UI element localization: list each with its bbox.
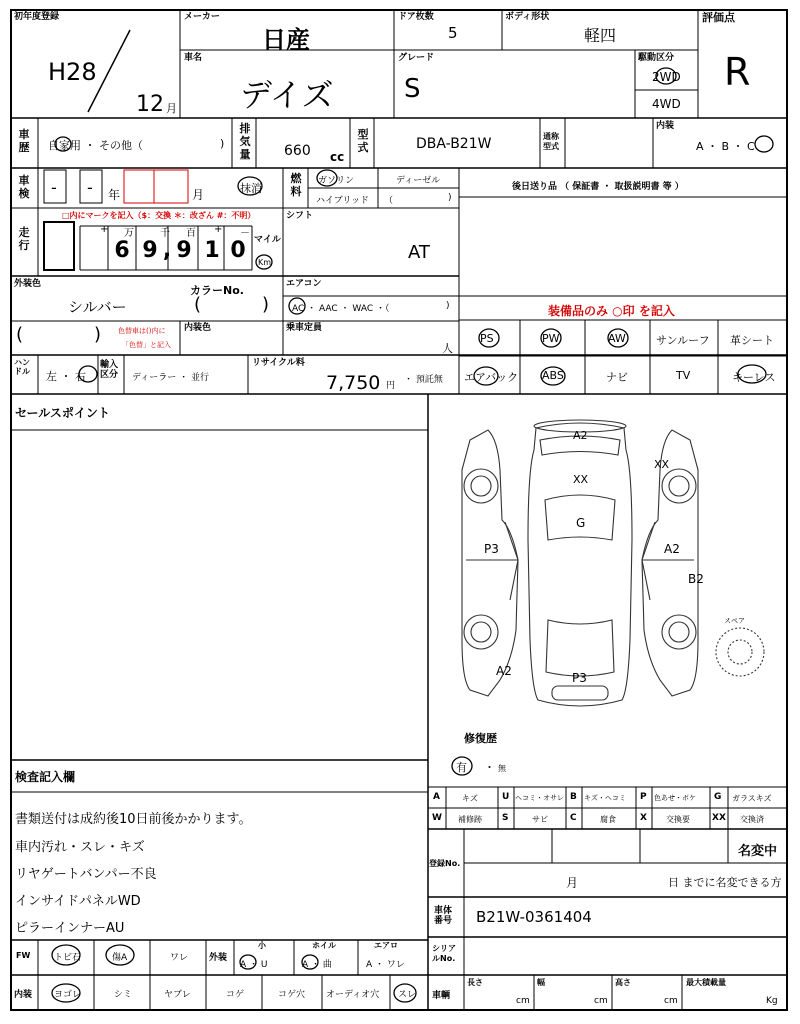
model-value: DBA-B21W: [416, 136, 492, 152]
aero-items: A ・ ワレ: [366, 960, 405, 970]
recycle-fee: 7,750: [326, 372, 381, 394]
int-label: 内装: [14, 990, 33, 1000]
legend-code: S: [502, 813, 509, 823]
load-unit: Kg: [766, 996, 778, 1006]
chassis-label: 車体番号: [434, 906, 453, 926]
fw-item: 傷A: [112, 953, 128, 963]
mileage-mile: マイル: [254, 235, 281, 245]
load-label: 最大積載量: [686, 978, 726, 987]
exterior-color-value: シルバー: [68, 298, 127, 316]
history-label: 車歴: [18, 128, 30, 154]
legend-code: XX: [712, 813, 726, 823]
fuel-diesel: ディーゼル: [396, 176, 441, 186]
inspection-note-line: 車内汚れ・スレ・キズ: [15, 840, 145, 855]
interior-grades: A ・ B ・ C: [696, 140, 755, 153]
legend-desc: キズ・ヘコミ: [584, 794, 626, 802]
import-options: ディーラー ・ 並行: [132, 373, 210, 383]
equipment-item: ナビ: [606, 371, 628, 384]
fuel-hybrid: ハイブリッド: [316, 196, 370, 206]
model-label: 型式: [357, 128, 369, 154]
color-no-label: カラーNo.: [190, 284, 244, 297]
legend-code: B: [570, 792, 577, 802]
capacity-label: 乗車定員: [286, 323, 323, 333]
repaint-note-1: 色替車は()内に: [118, 327, 166, 335]
displacement-value: 660: [284, 143, 311, 159]
registration-day-text: 日 までに名変できる方: [668, 876, 782, 889]
int-item: コゲ: [226, 990, 245, 1000]
small-items: A ・ U: [240, 960, 268, 970]
legend-code: A: [433, 792, 440, 802]
repair-no: 無: [498, 764, 506, 773]
equipment-item: 革シート: [730, 334, 774, 347]
legend-desc: ヘコミ・オサレ: [515, 794, 564, 802]
maker-value: 日産: [262, 26, 310, 54]
mileage-sen: 千: [160, 228, 170, 239]
grade-label: グレード: [398, 53, 435, 63]
recycle-yen: 円: [386, 381, 396, 391]
height-label: 高さ: [615, 978, 631, 987]
fw-item: トビ石: [54, 953, 82, 963]
doors-label: ドア枚数: [398, 12, 434, 22]
body-label: ボディ形状: [505, 12, 550, 22]
common-model-label: 通称型式: [543, 132, 559, 151]
int-item: ヨゴレ: [54, 990, 82, 1000]
small-label: 小: [258, 941, 266, 950]
equipment-item: ABS: [542, 369, 564, 382]
repaint-open: (: [16, 324, 24, 345]
body-value: 軽四: [584, 26, 617, 45]
aero-label: エアロ: [374, 941, 398, 950]
shift-label: シフト: [286, 211, 314, 221]
int-item: シミ: [114, 990, 133, 1000]
int-item: スレ: [398, 990, 417, 1000]
inspection-note-line: 書類送付は成約後10日前後かかります。: [15, 812, 252, 827]
interior-color-label: 内装色: [184, 323, 212, 333]
car-name-label: 車名: [184, 53, 203, 63]
exterior-color-label: 外装色: [14, 279, 42, 289]
drive-label: 駆動区分: [638, 53, 675, 63]
aircon-close: ): [446, 301, 450, 311]
equipment-header: 装備品のみ ○印 を記入: [548, 304, 675, 318]
sales-point-label: セールスポイント: [15, 406, 110, 420]
repair-yes: 有: [456, 761, 467, 774]
fuel-gasoline: ガソリン: [318, 176, 355, 186]
repair-dot: ・: [484, 761, 495, 774]
color-no-close: ): [262, 294, 270, 315]
inspection-dash-1: -: [51, 178, 57, 197]
fuel-other-close: ): [448, 193, 452, 203]
legend-desc: キズ: [462, 794, 478, 803]
shift-value: AT: [408, 242, 430, 263]
legend-desc: 腐食: [600, 815, 616, 824]
history-text: 自家用 ・ その他（: [48, 139, 143, 152]
equipment-item: TV: [676, 369, 691, 382]
first-reg-month: 12: [136, 92, 164, 117]
mileage-km: Km: [258, 258, 272, 267]
month-unit: 月: [166, 102, 177, 115]
equipment-item: PW: [542, 332, 560, 345]
int-item: ヤブレ: [164, 990, 191, 1000]
inspection-note-line: リヤゲートバンパー不良: [15, 867, 157, 882]
inspection-note-line: インサイドパネルWD: [15, 894, 141, 909]
int-item: コゲ穴: [278, 990, 306, 1000]
repaint-close: ): [94, 324, 102, 345]
car-name-value: デイズ: [240, 76, 334, 114]
mileage-digit: 6: [114, 238, 130, 263]
aircon-label: エアコン: [286, 279, 322, 289]
capacity-unit: 人: [442, 342, 453, 355]
mileage-note: □内にマークを記入（$：交換 ＊：改ざん #：不明）: [62, 211, 256, 220]
interior-label: 内装: [656, 121, 675, 131]
legend-desc: 交換済: [740, 815, 764, 824]
ext-label: 外装: [209, 953, 228, 963]
fuel-other-open: （: [384, 196, 394, 206]
length-unit: cm: [516, 996, 530, 1006]
repair-label: 修復歴: [464, 732, 497, 745]
inspection-label: 車検: [18, 174, 30, 200]
legend-desc: ガラスキズ: [732, 794, 772, 803]
legend-desc: サビ: [532, 815, 548, 824]
damage-mark: P3: [484, 542, 499, 556]
damage-mark: A2: [573, 429, 588, 442]
dimensions-label: 車輌: [432, 991, 451, 1001]
legend-code: U: [502, 792, 510, 802]
legend-desc: 交換要: [666, 815, 690, 824]
equipment-item: エアバック: [464, 371, 519, 384]
handle-label: ハンドル: [14, 358, 30, 376]
mileage-digit: 9: [176, 238, 192, 263]
damage-mark: A2: [496, 664, 512, 678]
wheel-items: A ・ 曲: [302, 960, 332, 970]
mileage-label: 走行: [18, 226, 30, 252]
damage-mark: XX: [573, 473, 589, 486]
grade-value: S: [404, 74, 421, 104]
inspection-notes-label: 検査記入欄: [15, 770, 76, 784]
length-label: 長さ: [467, 978, 483, 987]
width-unit: cm: [594, 996, 608, 1006]
mileage-hyaku: 百: [186, 228, 196, 239]
legend-code: G: [714, 792, 722, 802]
spare-label: スペア: [724, 617, 745, 625]
mileage-digit: 0: [230, 238, 246, 263]
aircon-options: AC ・ AAC ・ WAC ・（: [292, 304, 390, 314]
mileage-man: 万: [124, 228, 134, 239]
drive-4wd: 4WD: [652, 97, 681, 111]
later-items-label: 後日送り品 （ 保証書 ・ 取扱説明書 等 ）: [512, 182, 684, 192]
color-no-open: (: [194, 294, 202, 315]
equipment-item: キーレス: [732, 371, 776, 384]
recycle-label: リサイクル料: [252, 358, 305, 368]
history-close: ): [220, 137, 225, 150]
import-label: 輸入区分: [100, 360, 119, 380]
damage-mark: XX: [654, 458, 670, 471]
displacement-label: 排気量: [239, 122, 251, 161]
mileage-minus: －: [240, 228, 250, 239]
repaint-note-2: 「色替」と記入: [122, 341, 171, 349]
mileage-digit: 9: [142, 238, 158, 263]
registration-no-label: 登録No.: [429, 859, 461, 868]
drive-2wd: 2WD: [652, 70, 681, 84]
damage-mark: A2: [664, 542, 680, 556]
maker-label: メーカー: [184, 12, 220, 22]
first-reg-label: 初年度登録: [14, 12, 60, 22]
mileage-plus-2: +: [214, 224, 223, 235]
fw-label: FW: [16, 951, 31, 960]
legend-desc: 色あせ・ボケ: [654, 794, 696, 802]
height-unit: cm: [664, 996, 678, 1006]
damage-mark: B2: [688, 572, 704, 586]
score-label: 評価点: [702, 11, 735, 24]
wheel-label: ホイル: [312, 941, 336, 950]
recycle-deposit: ・ 預託無: [404, 375, 443, 385]
inspection-none: 抹消: [240, 182, 262, 195]
fuel-label: 燃料: [290, 172, 302, 198]
legend-code: C: [570, 813, 577, 823]
name-change-label: 名変中: [738, 844, 778, 859]
legend-code: X: [640, 813, 647, 823]
equipment-item: サンルーフ: [656, 334, 710, 347]
equipment-item: AW: [608, 332, 626, 345]
legend-code: P: [640, 792, 647, 802]
mileage-digit: 1: [204, 238, 220, 263]
damage-mark: G: [576, 516, 586, 530]
inspection-year-unit: 年: [108, 188, 121, 202]
doors-value: 5: [448, 24, 458, 42]
width-label: 幅: [537, 978, 545, 987]
inspection-note-line: ピラーインナーAU: [15, 921, 125, 936]
chassis-value: B21W-0361404: [476, 908, 592, 926]
mileage-plus-1: +: [100, 224, 109, 235]
inspection-dash-2: -: [87, 178, 93, 197]
score-value: R: [724, 50, 751, 94]
damage-mark: P3: [572, 671, 587, 685]
fw-item: ワレ: [170, 953, 189, 963]
handle-options: 左 ・ 右: [46, 370, 86, 383]
inspection-month-unit: 月: [192, 188, 205, 202]
mileage-comma: ,: [162, 238, 172, 263]
cc-unit: cc: [330, 150, 345, 164]
serial-label: シリアルNo.: [432, 944, 456, 963]
legend-code: W: [432, 813, 442, 823]
registration-month: 月: [566, 876, 579, 890]
first-reg-year: H28: [48, 58, 97, 86]
equipment-item: PS: [480, 332, 494, 345]
legend-desc: 補修跡: [458, 815, 482, 824]
int-item: オーディオ穴: [326, 990, 380, 1000]
